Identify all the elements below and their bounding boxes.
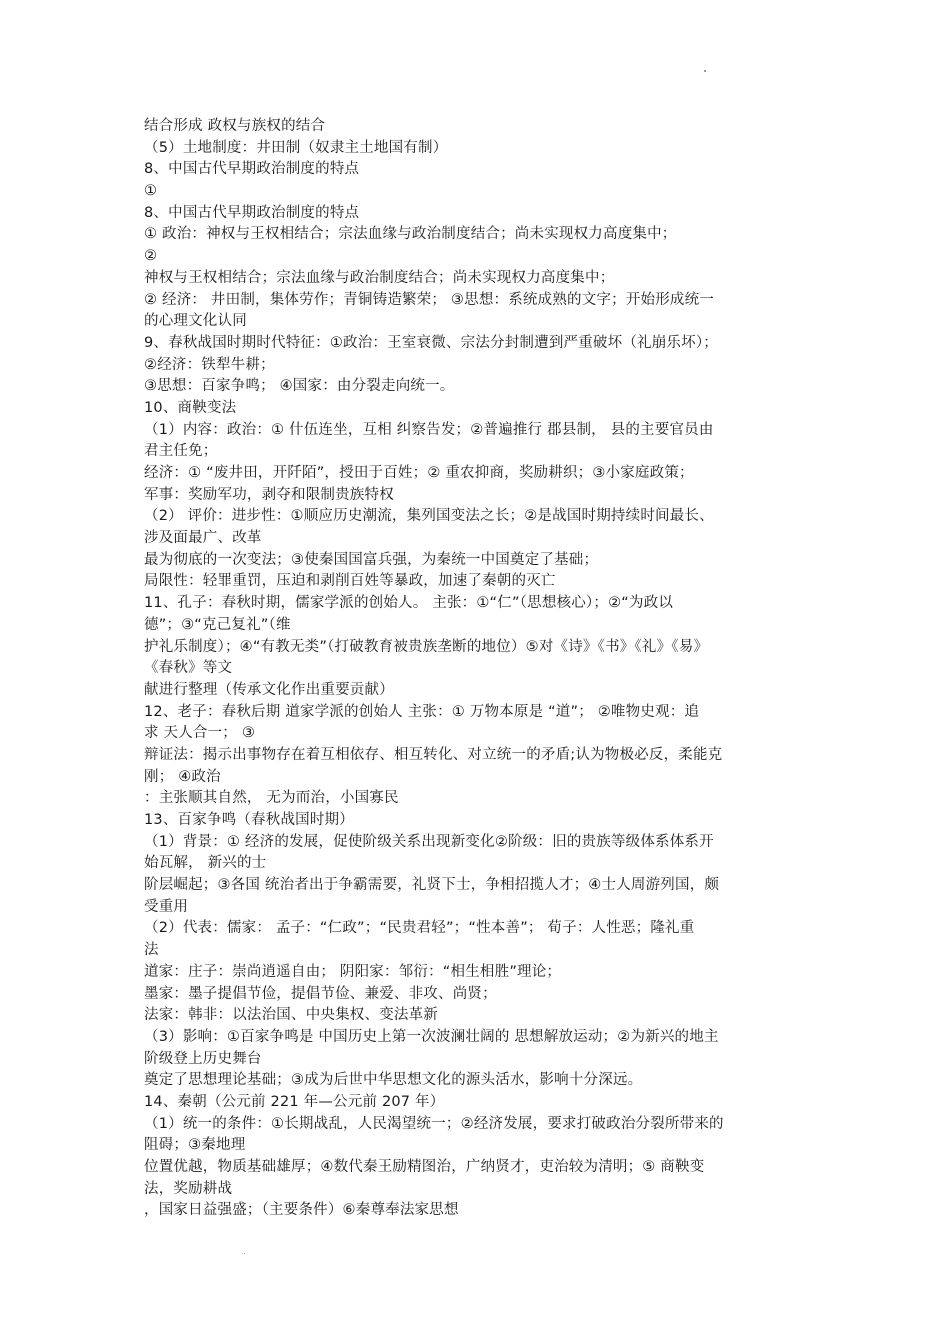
text-line: 神权与王权相结合；宗法血缘与政治制度结合；尚未实现权力高度集中； — [144, 269, 615, 286]
text-line: 德”；③“克己复礼”（维 — [144, 616, 291, 633]
text-line: 《春秋》等文 — [144, 660, 233, 677]
text-line: （5）土地制度：井田制（奴隶主土地国有制） — [144, 139, 448, 156]
text-line: （2） 评价：进步性：①顺应历史潮流，集列国变法之长；②是战国时期持续时间最长、 — [144, 508, 714, 525]
text-line: 护礼乐制度）；④“有教无类”（打破教育被贵族垄断的地位）⑤对《诗》《书》《礼》《易》 — [144, 638, 709, 655]
text-line: 11、孔子：春秋时期，儒家学派的创始人。 主张：①“仁”（思想核心）；②“为政以 — [144, 595, 674, 612]
text-line: 奠定了思想理论基础；③成为后世中华思想文化的源头活水，影响十分深远。 — [144, 1072, 643, 1089]
text-line: 的心理文化认同 — [144, 313, 247, 330]
text-line: 局限性：轻罪重罚，压迫和剥削百姓等暴政，加速了秦朝的灭亡 — [144, 573, 556, 590]
text-line: （2）代表：儒家： 孟子：“仁政”；“民贵君轻”；“性本善”； 荀子：人性恶；隆礼重 — [144, 920, 695, 937]
text-line: ②经济：铁犁牛耕； — [144, 356, 275, 373]
text-line: 涉及面最广、改革 — [144, 530, 262, 547]
text-line: （3）影响：①百家争鸣是 中国历史上第一次波澜壮阔的 思想解放运动；②为新兴的地主 — [144, 1028, 719, 1045]
text-line: 法 — [144, 942, 159, 959]
text-line: 法家：韩非：以法治国、中央集权、变法革新 — [144, 1007, 438, 1024]
text-line: 受重用 — [144, 898, 189, 915]
text-line: （1）内容：政治：① 什伍连坐，互相 纠察告发；②普遍推行 郡县制， 县的主要官员由 — [144, 421, 714, 438]
text-line: （1）背景：① 经济的发展，促使阶级关系出现新变化②阶级：旧的贵族等级体系体系开 — [144, 833, 714, 850]
text-line: （1）统一的条件：①长期战乱，人民渴望统一；②经济发展，要求打破政治分裂所带来的 — [144, 1115, 724, 1132]
text-line: 军事：奖励军功，剥夺和限制贵族特权 — [144, 486, 394, 503]
text-line: 法，奖励耕战 — [144, 1180, 233, 1197]
text-line: 始瓦解， 新兴的士 — [144, 855, 267, 872]
text-line: 求 天人合一； ③ — [144, 725, 256, 742]
text-line: ③思想：百家争鸣； ④国家：由分裂走向统一。 — [144, 378, 455, 395]
text-line: 刚； ④政治 — [144, 768, 221, 785]
text-line: 10、商鞅变法 — [144, 399, 237, 416]
text-line: 辩证法：揭示出事物存在着互相依存、相互转化、对立统一的矛盾;认为物极必反，柔能克 — [144, 746, 723, 763]
text-line: ② — [144, 248, 158, 265]
text-line: ，国家日益强盛；（主要条件）⑥秦尊奉法家思想 — [144, 1202, 459, 1219]
text-line: 8、中国古代早期政治制度的特点 — [144, 204, 360, 221]
text-line: 阻碍；③秦地理 — [144, 1137, 246, 1154]
page-mark-top — [704, 70, 706, 72]
text-line: 献进行整理（传承文化作出重要贡献） — [144, 681, 394, 698]
text-line: 最为彻底的一次变法；③使秦国国富兵强，为秦统一中国奠定了基础； — [144, 551, 599, 568]
text-line: 12、老子：春秋后期 道家学派的创始人 主张：① 万物本原是 “道”； ②唯物史观：追 — [144, 703, 700, 720]
text-line: 14、秦朝（公元前 221 年—公元前 207 年） — [144, 1093, 445, 1110]
document-body — [144, 116, 810, 1222]
text-line: ① — [144, 183, 158, 200]
text-line: 君主任免； — [144, 443, 218, 460]
text-line: 9、春秋战国时期时代特征：①政治：王室衰微、宗法分封制遭到严重破坏（礼崩乐坏）； — [144, 334, 718, 351]
text-line: 结合形成 政权与族权的结合 — [144, 118, 326, 134]
text-line: 8、中国古代早期政治制度的特点 — [144, 161, 360, 178]
text-line: ① 政治：神权与王权相结合；宗法血缘与政治制度结合；尚未实现权力高度集中； — [144, 226, 677, 243]
page-mark-bottom — [244, 1253, 245, 1254]
text-line: 阶层崛起；③各国 统治者出于争霸需要，礼贤下士，争相招揽人才；④士人周游列国，颇 — [144, 877, 720, 894]
text-line: ② 经济： 井田制，集体劳作；青铜铸造繁荣； ③思想：系统成熟的文字；开始形成统一 — [144, 291, 715, 308]
text-line: 道家：庄子：崇尚逍遥自由； 阴阳家：邹衍：“相生相胜”理论； — [144, 963, 562, 980]
text-line: 13、百家争鸣（春秋战国时期） — [144, 812, 354, 828]
text-line: 位置优越，物质基础雄厚；④数代秦王励精图治，广纳贤才，吏治较为清明；⑤ 商鞅变 — [144, 1159, 705, 1175]
text-line: 阶级登上历史舞台 — [144, 1050, 262, 1067]
text-line: ：主张顺其自然， 无为而治，小国寡民 — [144, 790, 399, 807]
text-line: 经济：① “废井田，开阡陌”，授田于百姓；② 重农抑商，奖励耕织；③小家庭政策； — [144, 465, 694, 481]
text-line: 墨家：墨子提倡节俭，提倡节俭、兼爱、非攻、尚贤； — [144, 985, 497, 1002]
